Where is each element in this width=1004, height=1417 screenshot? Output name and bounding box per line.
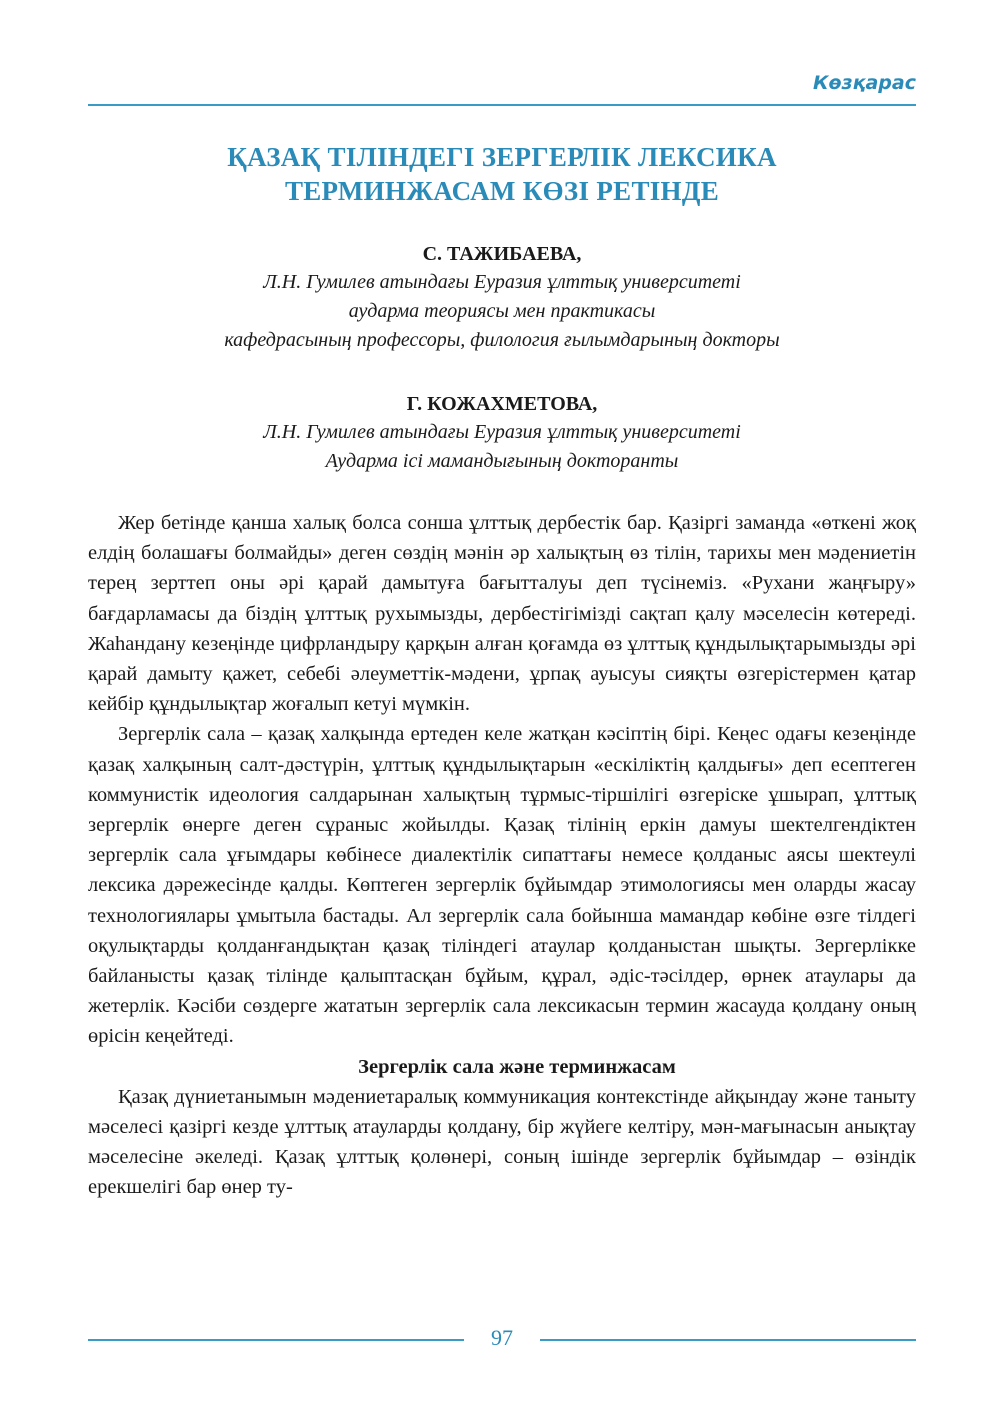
author-affiliation-line: кафедрасының профессоры, филология ғылымдарының докторы bbox=[224, 329, 780, 351]
author-affiliation-line: Л.Н. Гумилев атындағы Еуразия ұлттық университеті bbox=[263, 421, 741, 443]
body-paragraph: Қазақ дүниетанымын мәдениетаралық коммуникация контекстінде айқындау және таныту мәселесі қазіргі кезде ұлттық атауларды қолдану, бір жүйеге келтіру, мән-мағынасын анықтау мәселесіне әкеледі. Қазақ ұлттық қолөнері, соның ішінде зергерлік бұйымдар – өзіндік ерекшелігі бар өнер ту- bbox=[88, 1085, 916, 1199]
author-affiliation-line: Л.Н. Гумилев атындағы Еуразия ұлттық университеті bbox=[263, 271, 741, 293]
author-name: Г. КОЖАХМЕТОВА, bbox=[406, 393, 598, 415]
author-name: С. ТАЖИБАЕВА, bbox=[422, 243, 582, 265]
author-affiliation-line: аударма теориясы мен практикасы bbox=[348, 300, 656, 322]
section-label: Көзқарас bbox=[812, 72, 916, 94]
section-subheading: Зергерлік сала және терминжасам bbox=[358, 1055, 676, 1078]
header-divider bbox=[88, 104, 916, 106]
body-paragraph: Зергерлік сала – қазақ халқында ертеден келе жатқан кәсіптің бірі. Кеңес одағы кезеңінде қазақ халқының салт-дәстүрін, ұлттық құндылықтарын «ескіліктің қалдығы» деп есептеген коммунистік идеология салдарынан халықтың тұрмыс-тіршілігі өзгеріске ұшырап, ұлттық зергерлік өнерге деген сұраныс жойылды. Қазақ тілінің еркін дамуы шектелгендіктен зергерлік сала ұғымдары көбінесе диалектілік сипаттағы немесе қолданыс аясы шектеулі лексика дәрежесінде қалды. Көптеген зергерлік бұйымдар этимологиясы мен оларды жасау технологиялары ұмытыла бастады. Ал зергерлік сала бойынша мамандар көбіне өзге тілдегі оқулықтарды қолданғандықтан қазақ тіліндегі атаулар қолданыстан шықты. Зергерлікке байланысты қазақ тілінде қалыптасқан бұйым, құрал, әдіс-тәсілдер, өрнек атаулары да жетерлік. Кәсіби сөздерге жататын зергерлік сала лексикасын термин жасауда қолдану оның өрісін кеңейтеді. bbox=[88, 723, 916, 1048]
page-number: 97 bbox=[491, 1325, 513, 1350]
footer-divider-right bbox=[540, 1339, 916, 1341]
author-block-1 bbox=[88, 240, 916, 355]
footer-divider-left bbox=[88, 1339, 464, 1341]
author-block-2 bbox=[88, 390, 916, 476]
title-line-1: ҚАЗАҚ ТІЛІНДЕГІ ЗЕРГЕРЛІК ЛЕКСИКА bbox=[227, 142, 777, 172]
article-body bbox=[88, 508, 916, 1202]
body-paragraph: Жер бетінде қанша халық болса сонша ұлттық дербестік бар. Қазіргі заманда «өткені жоқ елдің болашағы болмайды» деген сөздің мәнін әр халықтың өз тілін, тарихы мен мәдениетін терең зерттеп оны әрі қарай дамытуға бағытталуы деп түсінеміз. «Рухани жаңғыру» бағдарламасы да біздің ұлттық рухымызды, дербестігімізді сақтап қалу мәселесін көтереді. Жаһандану кезеңінде цифрландыру қарқын алған қоғамда өз ұлттық құндылықтарымызды әрі қарай дамыту қажет, себебі әлеуметтік-мәдени, ұрпақ ауысуы сияқты өзгерістермен қатар кейбір құндылықтар жоғалып кетуі мүмкін. bbox=[88, 512, 916, 716]
article-title bbox=[88, 140, 916, 208]
title-line-2: ТЕРМИНЖАСАМ КӨЗІ РЕТІНДЕ bbox=[284, 176, 720, 206]
author-affiliation-line: Аударма ісі мамандығының докторанты bbox=[325, 450, 679, 472]
